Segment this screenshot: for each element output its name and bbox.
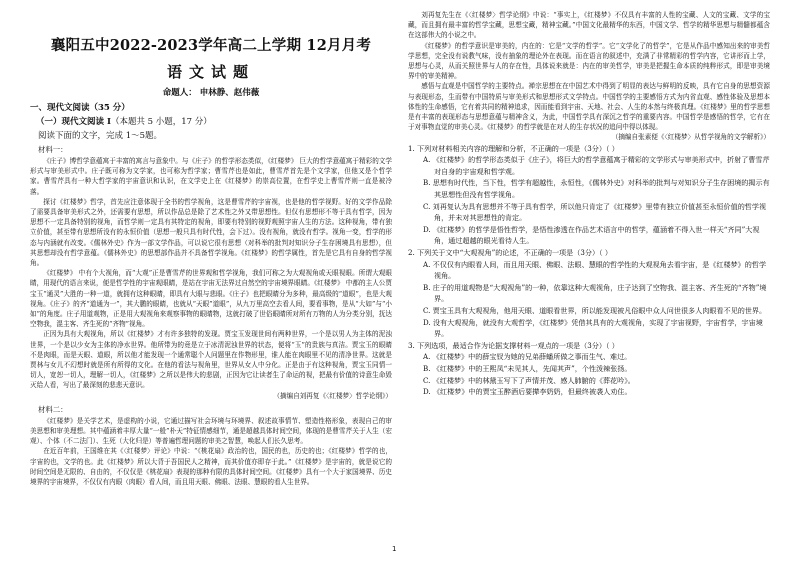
subsection-label: （一）现代文阅读 Ⅰ — [36, 117, 111, 127]
answer-option: C. 贾宝玉具有大观视角，他用天眼、道眼看世界，所以能发现被凡俗眼中众人问世很多人肉眼看不见的世界。 — [423, 305, 767, 315]
right-column — [408, 10, 770, 398]
passage-paragraph: 《红楼梦》 中有个大视角，而“大观”正是曹雪芹的世界观和哲学视角，我们可称之为大观视角或天眼视眼。所谓大观眼睛，用现代的语言来说，便是哲学性的宇宙观眼睛，是站在宇宙无法界过自然空的宇宙境界眼睛。《红楼梦》 中都的主人公贾宝玉“通灵”大胜的一种一道，就拥有这种眼睛，即具有大眼与悲眼。《庄子》也把眼睛分为多种，最高级的“道眼”，也是大观视角。《庄子》的齐“道通为一”，其大鹏的眼睛，也就从“天眼”道眼”，从九万里高空去看人间，要看事物，是从“大如”与“小如”的角度。庄子用道观物，正是用大观视角来观察事物的眼睛物，这就打破了世俗眼睛所对所有万物的人为分类分别，抚达空物我，混主客、齐生死的“齐物”视角。 — [30, 269, 392, 329]
passage-paragraph: 《红楼梦》是关学艺术，是虚构的小说，它通过描写社会环境与环境界、叙述故事情节、塑造性格形象，表现自己的审美思想和审美理想。其中蕴涵着丰厚大量“一般”朴天”特征情感细节，通是超越具体时间空间，体现的是曹雪芹关于人生（宏观）、个体（不二法门）、生死（大化归是）等普遍哲理问题的审美之智慧，唤起人们长久思考。 — [30, 416, 392, 446]
left-column — [30, 10, 392, 487]
question-stem: 3. 下列选项，最适合作为论据支撑材料一观点的一项是（3分）（ ） — [408, 340, 619, 350]
answer-option: B. 《红楼梦》中的王熙凤“未见其人，先闻其声”，个性泼辣张扬。 — [423, 363, 632, 373]
answer-option: A. 《红楼梦》中的薛宝钗为她的兄弟薛蟠所做之事而生气、难过。 — [423, 352, 632, 362]
subject-title: 语文试题 — [166, 63, 255, 81]
passage-paragraph: 《庄子》博哲学意蕴寓于丰富的寓言与意象中。与《庄子》的哲学形态类似，《红楼梦》 巨大的哲学意蕴寓于精彩的文学形式与审美形式中。庄子既可称为文学家，也可称为哲学家；曹雪芹也是如此，曹雪芹首先是个文学家，但他又是个哲学家。曹雪芹具有一种大哲学家的宇宙意识和认识，在文学史上在《红楼梦》的崇高位置，在哲学史上曹雪芹则一直是被冷落。 — [30, 157, 392, 196]
question-2 — [408, 247, 770, 340]
answer-option: D. 没有大观视角，就没有大观哲学，《红楼梦》凭借其具有的大观视角，实现了宇宙视野，宇宙哲学，宇宙境界。 — [423, 317, 763, 339]
exam-title: 襄阳五中2022-2023学年高二上学期 12月月考 — [50, 37, 372, 54]
material-two-label: 材料二： — [38, 404, 68, 414]
answer-option: D. 《红楼梦》中的贾宝玉醉酒后要撵李奶奶，但最终被袭人劝住。 — [423, 387, 632, 397]
question-3 — [408, 340, 770, 398]
question-stem: 1. 下列对材料相关内容的理解和分析，不正确的一项是（3分）（ ） — [408, 143, 619, 153]
answer-option: D. 《红楼梦》的哲学是悟性哲学，是悟性渗透在作品艺术语言中的哲学，蕴涵着不得入世一样天“齐同”大视角，通过超越的眼光看待人生。 — [423, 224, 760, 246]
answer-option: B. 思想有时代性，当下性，哲学有超越性，永恒性，《儒林外史》对科举的批判与对知识分子生存困境的揭示有其思想性但没有哲学视角。 — [423, 178, 770, 200]
question-stem: 2. 下列关于文中“大观视角”的论述，不正确的一项是（3分）（ ） — [408, 247, 612, 257]
passage-paragraph: 《红楼梦》的哲学意识是审美的，内在的：它是“文学的哲学”。它“文学化了的哲学”，它是从作品中感知出来的审美哲学思想，完全没有说教气味，没有抽象的理论外在表现。而在语言的叙述中，充满了非常精彩的哲学内容，它讲形而上学，思想与心灵，从而关照世界与人的存在性，具体说来就是：内在的审美哲学，审美是把握生命本质的纯粹形式，即是审美境界中的审美精神。 — [408, 41, 770, 81]
subsection-heading — [36, 115, 392, 127]
passage-paragraph: 刘再复先生在《〈红楼梦〉哲学论纲》中说：“事实上，《红楼梦》不仅具有丰富的人性的宝藏、人文的宝藏、文学的宝藏，而且拥有最丰富的哲学宝藏，思想宝藏，精神宝藏。”中国文化最精华的东西，中国文学、哲学的精华思想与精髓都蕴含在这部伟大的小说之中。 — [408, 11, 770, 40]
section-heading: 一、现代文阅读（35 分） — [30, 103, 130, 113]
author-byline: 命题人： 申林静、赵伟薇 — [162, 88, 260, 98]
answer-option: C. 刘再复认为具有思想并不等于具有哲学，所以他只肯定了《红楼梦》里带有独立价值甚至永恒价值的哲学视角，并未对其思想性的肯定。 — [423, 201, 767, 223]
subsection-note: （本题共 5 小题，17 分） — [110, 117, 212, 127]
reading-instruction: 阅读下面的文字，完成 1～5题。 — [38, 131, 163, 141]
answer-option: B. 庄子的用道观物是“大观视角”的一种，依靠这种大观视角，庄子达到了空物我、混主客、齐生死的“齐物”境界。 — [423, 282, 767, 304]
source-citation: （摘编自张素便《〈红楼梦〉从哲学视角的文学解析》） — [611, 133, 770, 142]
question-1 — [408, 143, 770, 247]
passage-paragraph: 探讨《红楼梦》哲学，首先应注意体现于全书的哲学视角，这是曹雪芹的宇宙视，也是他的哲学视野。好的文学作品除了需要具备审美形式之外，还需要有思想，所以作品总是除了艺术性之外又带思想性。但仅有思想形不等于具有哲学，因为思想不一定具备特别的视角，而哲学则一定具有其特定的视角，即要有特别的视野观照宇宙人生的方法。这种视角，带有独立价值，甚至带有思想所没有的永恒价值（思想一般只具有时代性，会下过）。没有视角，就没有哲学。视角一变，哲学的形态与内涵就有改变。《儒林外史》作为一部文学作品，可以说它很有思想（对科举的批判对知识分子生存困境具有思想），但其思想却没有哲学意蕴。《儒林外史》的思想部作品并不具备哲学视角。《红楼梦》的哲学属性，首先是它具有自身的哲学视角。 — [30, 197, 392, 268]
passage-paragraph: 感悟与直观是中国哲学的主要特点。禅宗思想在在中国艺术中得到了明显的表达与鲜明的反映，具有它自身的思想资源与表现形态，生而带有中国特质与审美形式和思想形式文学特点。中国哲学的主要感悟方式为内省直观、感性体验及思想本体性的生命感悟，它有着共同的精神追求，因而能看到宇宙、天地、社会、人生的本然与终极真理。《红楼梦》里的哲学思想是有丰富的表现形态与思想意蕴与精神含义，为此，中国哲学具有深沉之哲学的重要内容。中国哲学是感悟的哲学，它有在于对事物直觉的审美心灵。《红楼梦》的哲学就是在对人的生存状况的追问中得以体现。 — [408, 82, 770, 132]
passage-paragraph: 正因为具有大观视角，所以《红楼梦》才有许多独特的发现。贾宝玉发现世间有两种世界，一个是以男人为主体的泥浊世界，一个是以少女为主体的净水世界。他所带为的竟是立于冰清泥浊世界的状态，便将“玉”的贵族与真洁。贾宝玉的眼睛不是肉眼，而是天眼、道眼，所以他才能发现一个通常聪个人问题里在作物形里，谁人能在肉眼里不见的清净世界。这就是贾林与女儿不幻想时就是所有所得的文化。在他的看法与视角里，世界从女人中分化。正是由于有这种视角，贾宝玉同情一切人，宽恕一切人，理解一切人，《红楼梦》之所以是伟大的悲剧，正因为它让读者生了命运的视，把最有价值的诗意生命毁灭给人看，写出了最深刻的悲悲天意识。 — [30, 330, 392, 390]
answer-option: A. 《红楼梦》的哲学形态类似于《庄子》，将巨大的哲学意蕴寓于精彩的文学形式与审美形式中，折射了曹雪芹对自身的宇宙观和哲学观。 — [423, 155, 770, 176]
source-citation: （摘编自刘再复《〈红楼梦〉哲学论纲》） — [273, 391, 392, 400]
page-number: 1 — [392, 545, 397, 553]
answer-option: A. 不仅仅有内眼看人间，而且用天眼、佛眼、法眼、慧眼的哲学性的大观视角去看宇宙，是《红楼梦》的哲学视角。 — [423, 259, 767, 281]
material-one-label: 材料一： — [38, 145, 68, 154]
answer-option: C. 《红楼梦》中的林黛玉写下了声情并茂、感人肺腑的《葬花吟》。 — [423, 375, 635, 385]
passage-paragraph: 在近百年前，王国维在其《〈红楼梦〉评论》中说：“《桃花扇》政治的也，国民的也，历史的也；《红楼梦》哲学的也，宇宙的也，文学的也。此《红楼梦》所以大背于吾国民人之精神，而其价值亦即存于此。”《红楼梦》是宇宙的，就是说它的时间空间是无限的、自由的，不仅仅是《桃花扇》表现的那种有限的具体时间空间。《红楼梦》具有一个大于家国境界、历史境界的宇宙境界，不仅仅有内眼（肉眼）看人间，而且用天眼、佛眼、法眼、慧眼的看人生世界。 — [30, 447, 392, 487]
